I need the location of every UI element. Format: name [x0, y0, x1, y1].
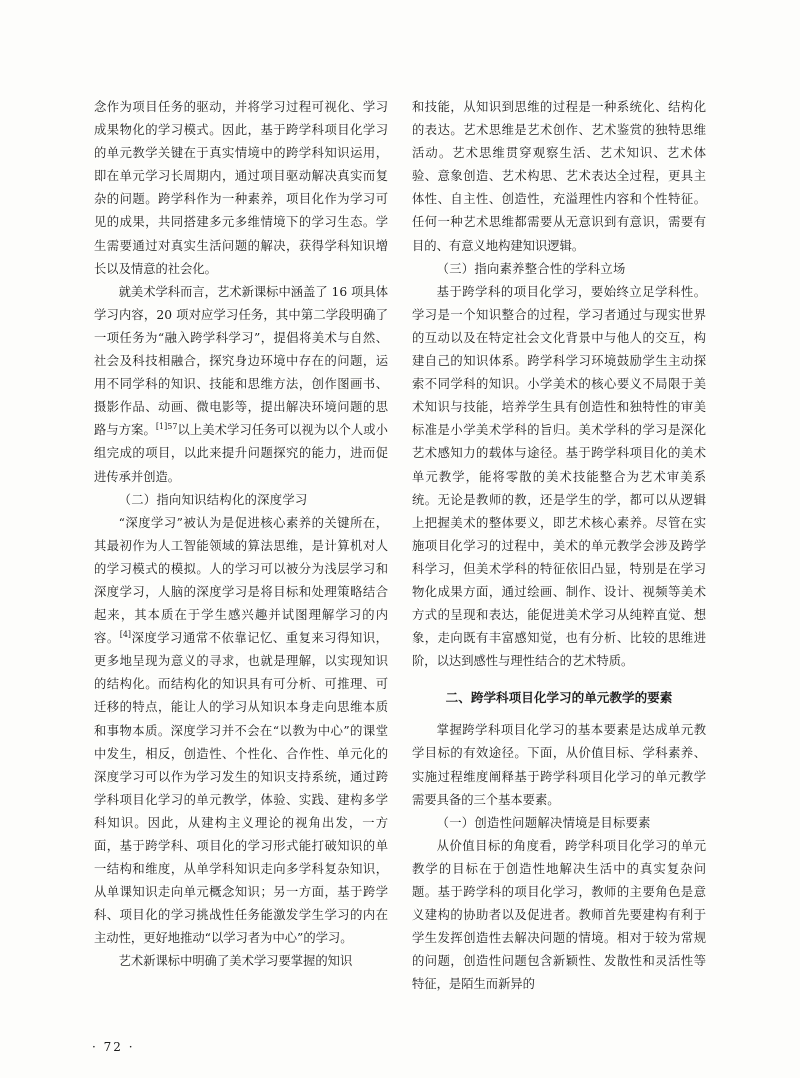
paragraph [94, 512, 388, 951]
page-number: · 72 · [92, 1040, 135, 1054]
section-heading: 二、跨学科项目化学习的单元教学的要素 [445, 690, 673, 706]
paragraph: 念作为项目任务的驱动，并将学习过程可视化、学习成果物化的学习模式。因此，基于跨学科项目化学习的单元教学关键在于真实情境中的跨学科知识运用，即在单元学习长周期内，通过项目驱动解决真实而复杂的问题。跨学科作为一种素养，项目化作为学习可见的成果，共同搭建多元多维情境下的学习生态。学生需要通过对真实生活问题的解决，获得学科知识增长以及情意的社会化。 [94, 100, 388, 276]
paragraph: 掌握跨学科项目化学习的基本要素是达成单元教学目标的有效途径。下面，从价值目标、学科素养、实施过程维度阐释基于跨学科项目化学习的单元教学需要具备的三个基本要素。 [412, 723, 706, 807]
paragraph-text: “深度学习”被认为是促进核心素养的关键所在，其最初作为人工智能领域的算法思维，是计算机对人的学习模式的模拟。人的学习可以被分为浅层学习和深度学习，人脑的深度学习是将目标和处理策略结合起来，其本质在于学生感兴趣并试图理解学习的内容。 [94, 515, 388, 646]
paragraph-text: 深度学习通常不依靠记忆、重复来习得知识，更多地呈现为意义的寻求，也就是理解，以实现知识的结构化。而结构化的知识具有可分析、可推理、可迁移的特点，能让人的学习从知识本身走向思维本质和事物本质。深度学习并不会在“以教为中心”的课堂中发生，相反，创造性、个性化、合作性、单元化的深度学习可以作为学习发生的知识支持系统，通过跨学科项目化学习的单元教学，体验、实践、建构多学科知识。因此，从建构主义理论的视角出发，一方面，基于跨学科、项目化的学习形式能打破知识的单一结构和维度，从单学科知识走向多学科复杂知识，从单课知识走向单元概念知识；另一方面，基于跨学科、项目化的学习挑战性任务能激发学生学习的内在主动性，更好地推动“以学习者为中心”的学习。 [94, 631, 388, 946]
footnote-ref: [4] [119, 630, 132, 640]
subsection-heading-text: （二）指向知识结构化的深度学习 [118, 492, 308, 507]
subsection-heading [412, 258, 706, 281]
paragraph: 艺术新课标中明确了美术学习要掌握的知识 [118, 954, 353, 969]
left-column [94, 96, 388, 1036]
subsection-heading-text: （一）创造性问题解决情境是目标要素 [436, 815, 651, 830]
paragraph-text: 就美术学科而言，艺术新课标中涵盖了 16 项具体学习内容，20 项对应学习任务，其中第二学段明确了一项任务为“融入跨学科学习”，提倡将美术与自然、社会及科技相融合，探究身边环境中存在的问题，运用不同学科的知识、技能和思维方法，创作图画书、摄影作品、动画、微电影等，提出解决环境问题的思路与方案。 [94, 284, 388, 438]
subsection-heading-text: （三）指向素养整合性的学科立场 [436, 261, 626, 276]
right-column [412, 96, 706, 1036]
paragraph: 和技能，从知识到思维的过程是一种系统化、结构化的表达。艺术思维是艺术创作、艺术鉴赏的独特思维活动。艺术思维贯穿观察生活、艺术知识、艺术体验、意象创造、艺术构思、艺术表达全过程，更具主体性、自主性、创造性，充溢理性内容和个性特征。任何一种艺术思维都需要从无意识到有意识，需要有目的、有意义地构建知识逻辑。 [412, 100, 706, 253]
paragraph [94, 281, 388, 489]
subsection-heading [412, 812, 706, 835]
paragraph: 从价值目标的角度看，跨学科项目化学习的单元教学的目标在于创造性地解决生活中的真实复杂问题。基于跨学科的项目化学习，教师的主要角色是意义建构的协助者以及促进者。教师首先要建构有利于学生发挥创造性去解决问题的情境。相对于较为常规的问题，创造性问题包含新颖性、发散性和灵活性等特征，是陌生而新异的 [412, 838, 706, 992]
paragraph-text: 以上美术学习任务可以视为以个人或小组完成的项目，以此来提升问题探究的能力，进而促进传承并创造。 [94, 423, 388, 484]
paragraph: 基于跨学科的项目化学习，要始终立足学科性。学习是一个知识整合的过程，学习者通过与现实世界的互动以及在特定社会文化背景中与他人的交互，构建自己的知识体系。跨学科学习环境鼓励学生主动探索不同学科的知识。小学美术的核心要义不局限于美术知识与技能，培养学生具有创造性和独特性的审美标准是小学美术学科的旨归。美术学科的学习是深化艺术感知力的载体与途径。基于跨学科项目化的美术单元教学，能将零散的美术技能整合为艺术审美系统。无论是教师的教，还是学生的学，都可以从逻辑上把握美术的整体要义，即艺术核心素养。尽管在实施项目化学习的过程中，美术的单元教学会涉及跨学科学习，但美术学科的特征依旧凸显，特别是在学习物化成果方面，通过绘画、制作、设计、视频等美术方式的呈现和表达，能促进美术学习从纯粹直觉、想象，走向既有丰富感知觉，也有分析、比较的思维进阶，以达到感性与理性结合的艺术特质。 [412, 284, 706, 669]
subsection-heading [94, 489, 388, 512]
footnote-ref: [1]57 [155, 422, 178, 432]
